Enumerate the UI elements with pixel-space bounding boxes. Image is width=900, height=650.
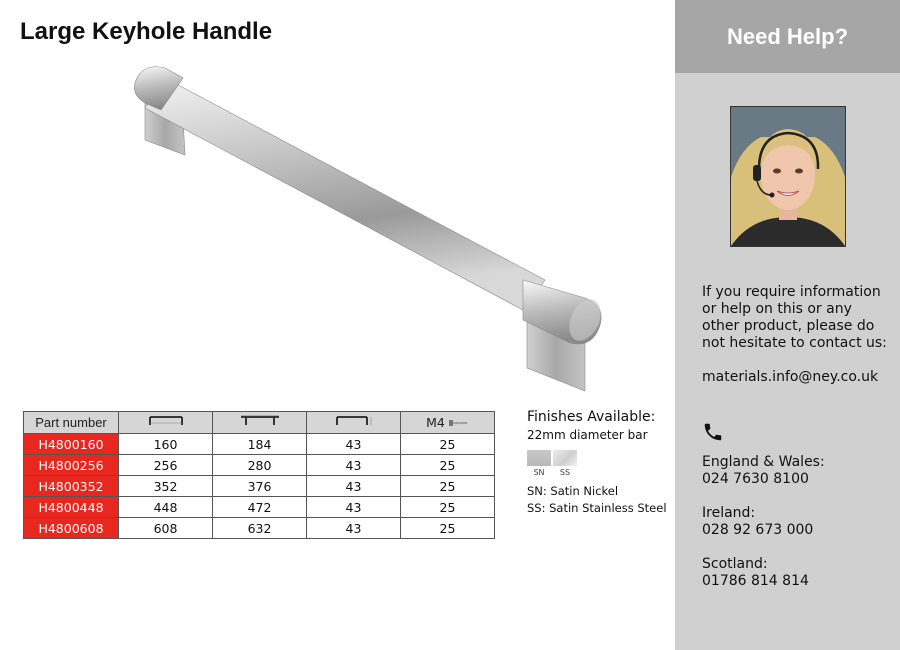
swatch-label: SS xyxy=(559,468,571,477)
dimension-a-cell: 448 xyxy=(119,497,213,518)
table-row xyxy=(24,518,495,539)
contact-ireland xyxy=(702,505,813,539)
header-screw-size xyxy=(401,412,495,434)
swatch-satin-stainless xyxy=(553,450,577,477)
page-title: Large Keyhole Handle xyxy=(20,18,273,45)
dimension-a-cell: 608 xyxy=(119,518,213,539)
part-number-cell: H4800256 xyxy=(24,455,119,476)
finishes-panel xyxy=(527,409,667,517)
contact-scotland xyxy=(702,556,809,590)
contact-region: Scotland: xyxy=(702,556,768,572)
part-number-cell: H4800608 xyxy=(24,518,119,539)
sidebar-title: Need Help? xyxy=(675,0,900,73)
table-header-row xyxy=(24,412,495,434)
table-row xyxy=(24,434,495,455)
dimension-b-cell: 184 xyxy=(213,434,307,455)
dimension-b-cell: 472 xyxy=(213,497,307,518)
swatch-satin-nickel xyxy=(527,450,551,477)
screw-size-cell: 25 xyxy=(401,476,495,497)
contact-region: England & Wales: xyxy=(702,454,825,470)
header-part-number: Part number xyxy=(24,412,119,434)
table-row xyxy=(24,476,495,497)
contact-email[interactable]: materials.info@ney.co.uk xyxy=(702,369,879,385)
swatch-sn-color xyxy=(527,450,551,466)
screw-icon xyxy=(449,419,469,427)
screw-size-cell: 25 xyxy=(401,497,495,518)
swatch-label: SN xyxy=(533,468,545,477)
contact-region: Ireland: xyxy=(702,505,756,521)
header-dimension-b xyxy=(213,412,307,434)
dimension-c-cell: 43 xyxy=(307,518,401,539)
table-row xyxy=(24,455,495,476)
handle-length-diagram-icon xyxy=(146,415,186,427)
dimension-b-cell: 632 xyxy=(213,518,307,539)
screw-size-cell: 25 xyxy=(401,518,495,539)
header-dimension-a xyxy=(119,412,213,434)
phone-icon xyxy=(702,421,724,443)
contact-england-wales xyxy=(702,454,825,488)
screw-size-cell: 25 xyxy=(401,455,495,476)
finishes-legend xyxy=(527,483,667,517)
dimensions-table xyxy=(23,411,495,539)
dimension-a-cell: 160 xyxy=(119,434,213,455)
part-number-cell: H4800352 xyxy=(24,476,119,497)
finishes-subheading: 22mm diameter bar xyxy=(527,428,648,442)
swatch-ss-color xyxy=(553,450,577,466)
contact-number[interactable]: 024 7630 8100 xyxy=(702,471,809,487)
contact-number[interactable]: 028 92 673 000 xyxy=(702,522,814,538)
help-info-text: If you require information or help on this or any other product, please do not hesitate to contact us: xyxy=(702,284,887,351)
dimension-c-cell: 43 xyxy=(307,476,401,497)
legend-item: SN: Satin Nickel xyxy=(527,484,619,498)
handle-projection-icon xyxy=(334,415,374,427)
dimension-c-cell: 43 xyxy=(307,434,401,455)
dimension-a-cell: 352 xyxy=(119,476,213,497)
legend-item: SS: Satin Stainless Steel xyxy=(527,501,667,515)
part-number-cell: H4800448 xyxy=(24,497,119,518)
screw-size-label: M4 xyxy=(426,415,445,430)
help-sidebar xyxy=(675,0,900,650)
finishes-heading: Finishes Available: xyxy=(527,409,656,425)
table-row xyxy=(24,497,495,518)
dimension-a-cell: 256 xyxy=(119,455,213,476)
handle-overall-length-icon xyxy=(240,415,280,427)
dimension-b-cell: 280 xyxy=(213,455,307,476)
dimension-b-cell: 376 xyxy=(213,476,307,497)
screw-size-cell: 25 xyxy=(401,434,495,455)
dimension-c-cell: 43 xyxy=(307,455,401,476)
header-dimension-c xyxy=(307,412,401,434)
finish-swatches xyxy=(527,450,667,477)
part-number-cell: H4800160 xyxy=(24,434,119,455)
support-agent-photo xyxy=(730,106,846,247)
handle-product-image xyxy=(115,58,625,403)
contact-number[interactable]: 01786 814 814 xyxy=(702,573,809,589)
dimension-c-cell: 43 xyxy=(307,497,401,518)
